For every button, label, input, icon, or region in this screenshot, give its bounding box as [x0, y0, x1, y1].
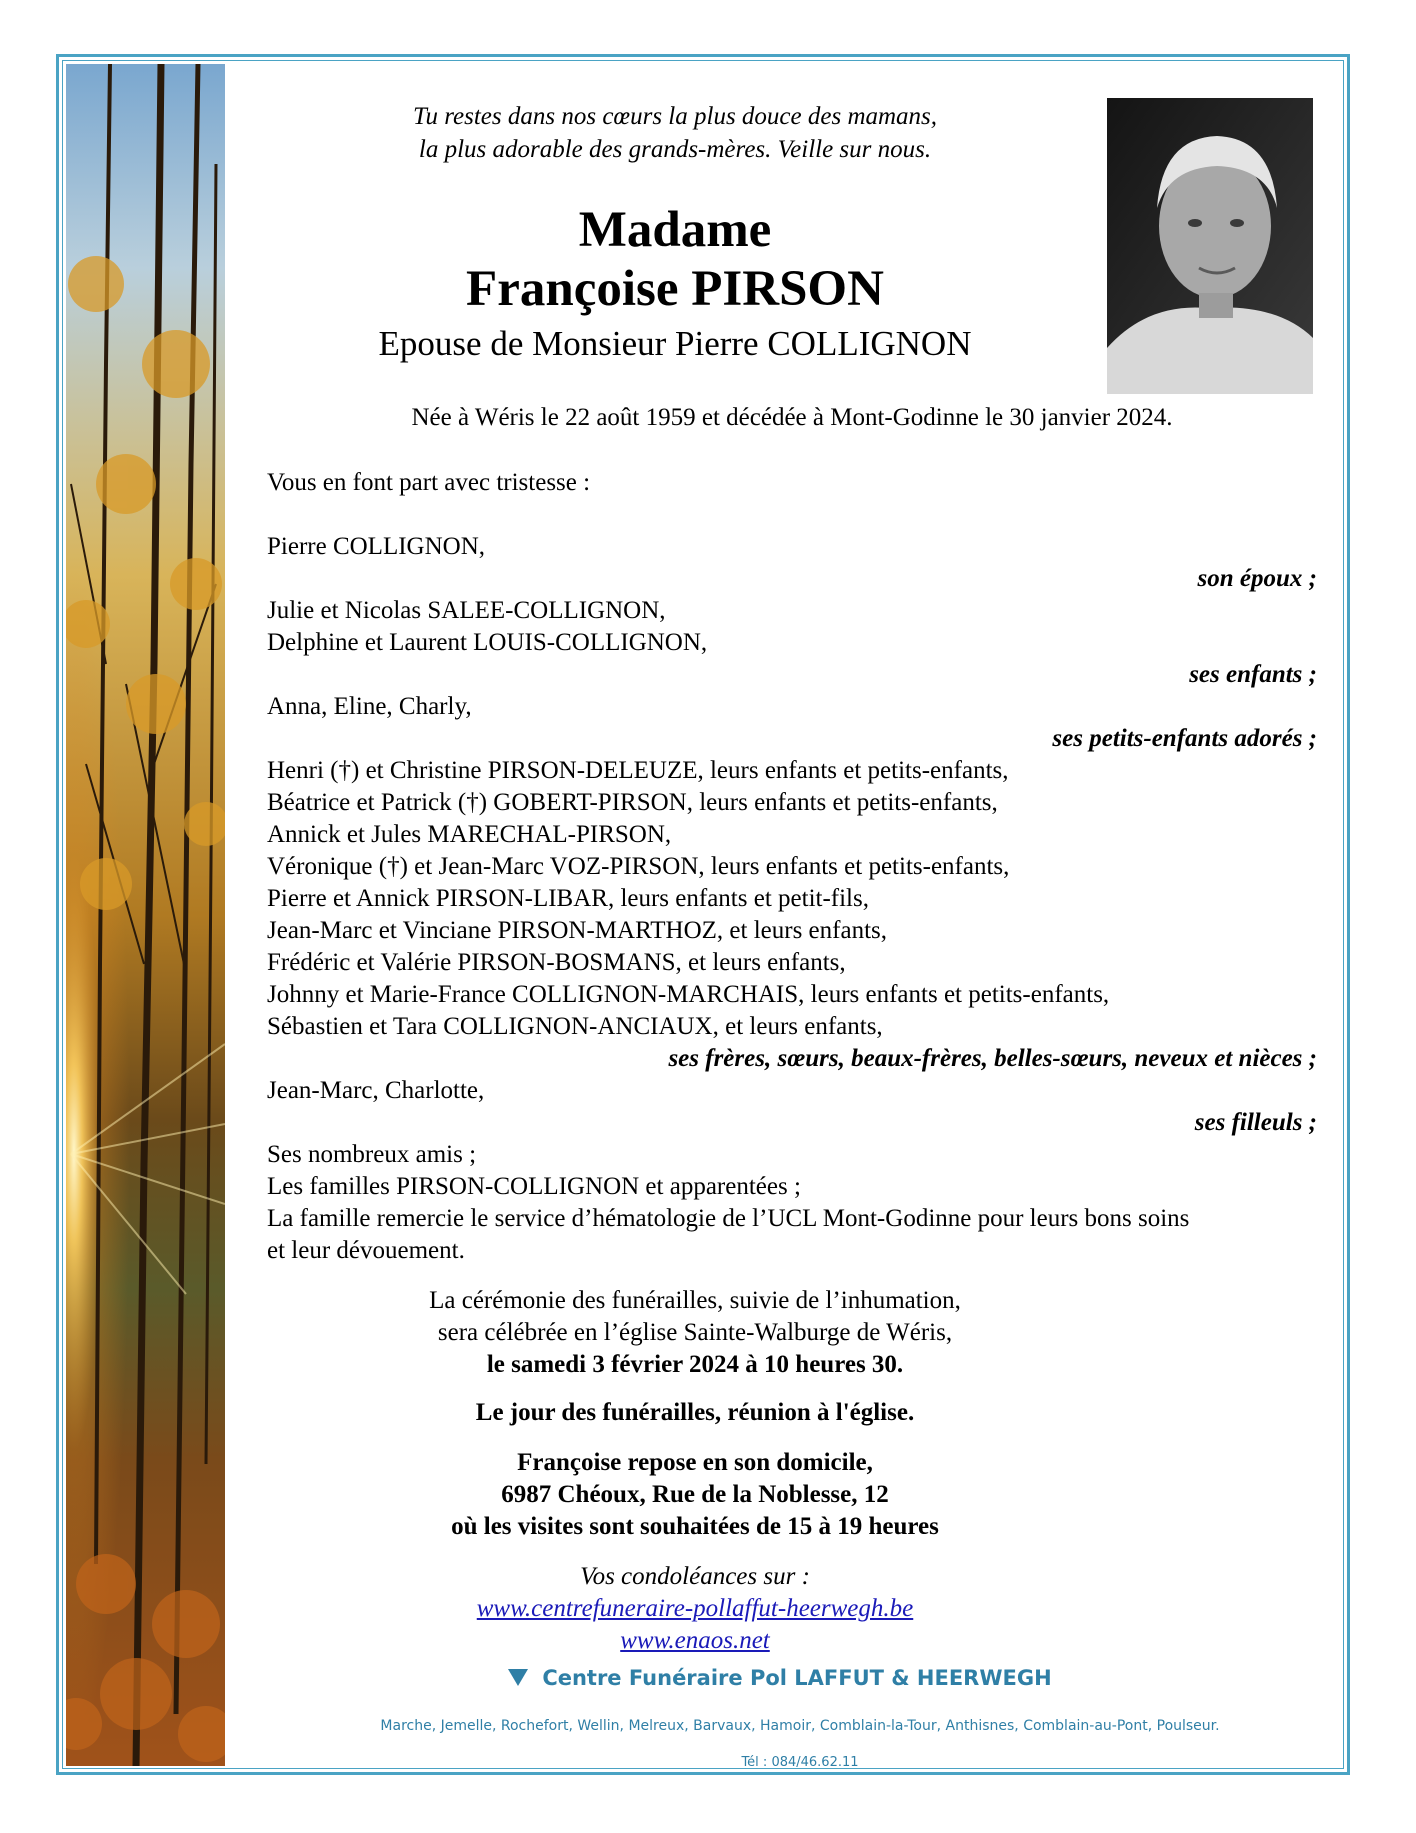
repose-info — [300, 1447, 1090, 1543]
family-member: Frédéric et Valérie PIRSON-BOSMANS, et leurs enfants, — [267, 949, 846, 976]
family-member: Henri (†) et Christine PIRSON-DELEUZE, leurs enfants et petits-enfants, — [267, 757, 1009, 784]
epitaph-quote-line: la plus adorable des grands-mères. Veille sur nous. — [418, 136, 932, 163]
family-member: Anna, Eline, Charly, — [267, 693, 472, 720]
relation-label: ses petits-enfants adorés ; — [1052, 725, 1317, 752]
triangle-down-icon — [508, 1669, 528, 1686]
other-line: Les familles PIRSON-COLLIGNON et apparentées ; — [267, 1173, 801, 1200]
autumn-forest-image — [66, 64, 225, 1766]
honorific: Madame — [578, 202, 772, 258]
relation-label: ses enfants ; — [1189, 661, 1317, 688]
portrait-photo — [1107, 98, 1313, 394]
epitaph-quote — [300, 100, 1050, 166]
repose-line: où les visites sont souhaitées de 15 à 19 heures — [451, 1513, 939, 1540]
brand-name: Centre Funéraire Pol LAFFUT & HEERWEGH — [542, 1666, 1052, 1690]
condolences-block — [300, 1561, 1090, 1657]
funeral-center-link[interactable]: www.centrefuneraire-pollaffut-heerwegh.be — [476, 1595, 914, 1622]
family-member: Pierre COLLIGNON, — [267, 533, 486, 560]
ceremony-info — [300, 1285, 1090, 1381]
ceremony-line: La cérémonie des funérailles, suivie de l’inhumation, — [429, 1287, 961, 1314]
other-line: et leur dévouement. — [267, 1237, 465, 1264]
ceremony-line: sera célébrée en l’église Sainte-Walburge de Wéris, — [437, 1319, 953, 1346]
epitaph-quote-line: Tu restes dans nos cœurs la plus douce des mamans, — [412, 103, 938, 130]
family-member: Julie et Nicolas SALEE-COLLIGNON, — [267, 597, 666, 624]
relation-label: ses filleuls ; — [1194, 1109, 1317, 1136]
family-member: Johnny et Marie-France COLLIGNON-MARCHAIS, leurs enfants et petits-enfants, — [267, 981, 1110, 1008]
family-member: Béatrice et Patrick (†) GOBERT-PIRSON, leurs enfants et petits-enfants, — [267, 789, 998, 816]
condolences-label: Vos condoléances sur : — [580, 1563, 810, 1590]
family-member: Annick et Jules MARECHAL-PIRSON, — [267, 821, 672, 848]
enaos-link[interactable]: www.enaos.net — [620, 1627, 770, 1654]
family-member: Pierre et Annick PIRSON-LIBAR, leurs enfants et petit-fils, — [267, 885, 869, 912]
family-member: Sébastien et Tara COLLIGNON-ANCIAUX, et leurs enfants, — [267, 1013, 883, 1040]
funeral-center-brand — [500, 1666, 1060, 1690]
other-line: La famille remercie le service d’hématologie de l’UCL Mont-Godinne pour leurs bons soins — [267, 1205, 1190, 1232]
spouse-line: Epouse de Monsieur Pierre COLLIGNON — [378, 324, 972, 363]
gathering-info: Le jour des funérailles, réunion à l'église. — [475, 1399, 915, 1426]
repose-line: Françoise repose en son domicile, — [517, 1449, 873, 1476]
family-member: Véronique (†) et Jean-Marc VOZ-PIRSON, leurs enfants et petits-enfants, — [267, 853, 1010, 880]
relation-label: son époux ; — [1197, 565, 1317, 592]
other-line: Ses nombreux amis ; — [267, 1141, 477, 1168]
family-member: Jean-Marc, Charlotte, — [267, 1077, 485, 1104]
birth-death-line: Née à Wéris le 22 août 1959 et décédée à Mont-Godinne le 30 janvier 2024. — [411, 404, 1173, 431]
intro-line: Vous en font part avec tristesse : — [267, 469, 591, 496]
ceremony-date: le samedi 3 février 2024 à 10 heures 30. — [486, 1351, 904, 1378]
telephone: Tél : 084/46.62.11 — [741, 1755, 859, 1770]
family-member: Jean-Marc et Vinciane PIRSON-MARTHOZ, et leurs enfants, — [267, 917, 887, 944]
relation-label: ses frères, sœurs, beaux-frères, belles-sœurs, neveux et nièces ; — [668, 1045, 1317, 1072]
family-member: Delphine et Laurent LOUIS-COLLIGNON, — [267, 629, 708, 656]
towns-list: Marche, Jemelle, Rochefort, Wellin, Melreux, Barvaux, Hamoir, Comblain-la-Tour, Anthisnes, Comblain-au-Pont, Poulseur. — [380, 1718, 1220, 1734]
deceased-name: Françoise PIRSON — [466, 261, 884, 317]
repose-address: 6987 Chéoux, Rue de la Noblesse, 12 — [501, 1481, 889, 1508]
